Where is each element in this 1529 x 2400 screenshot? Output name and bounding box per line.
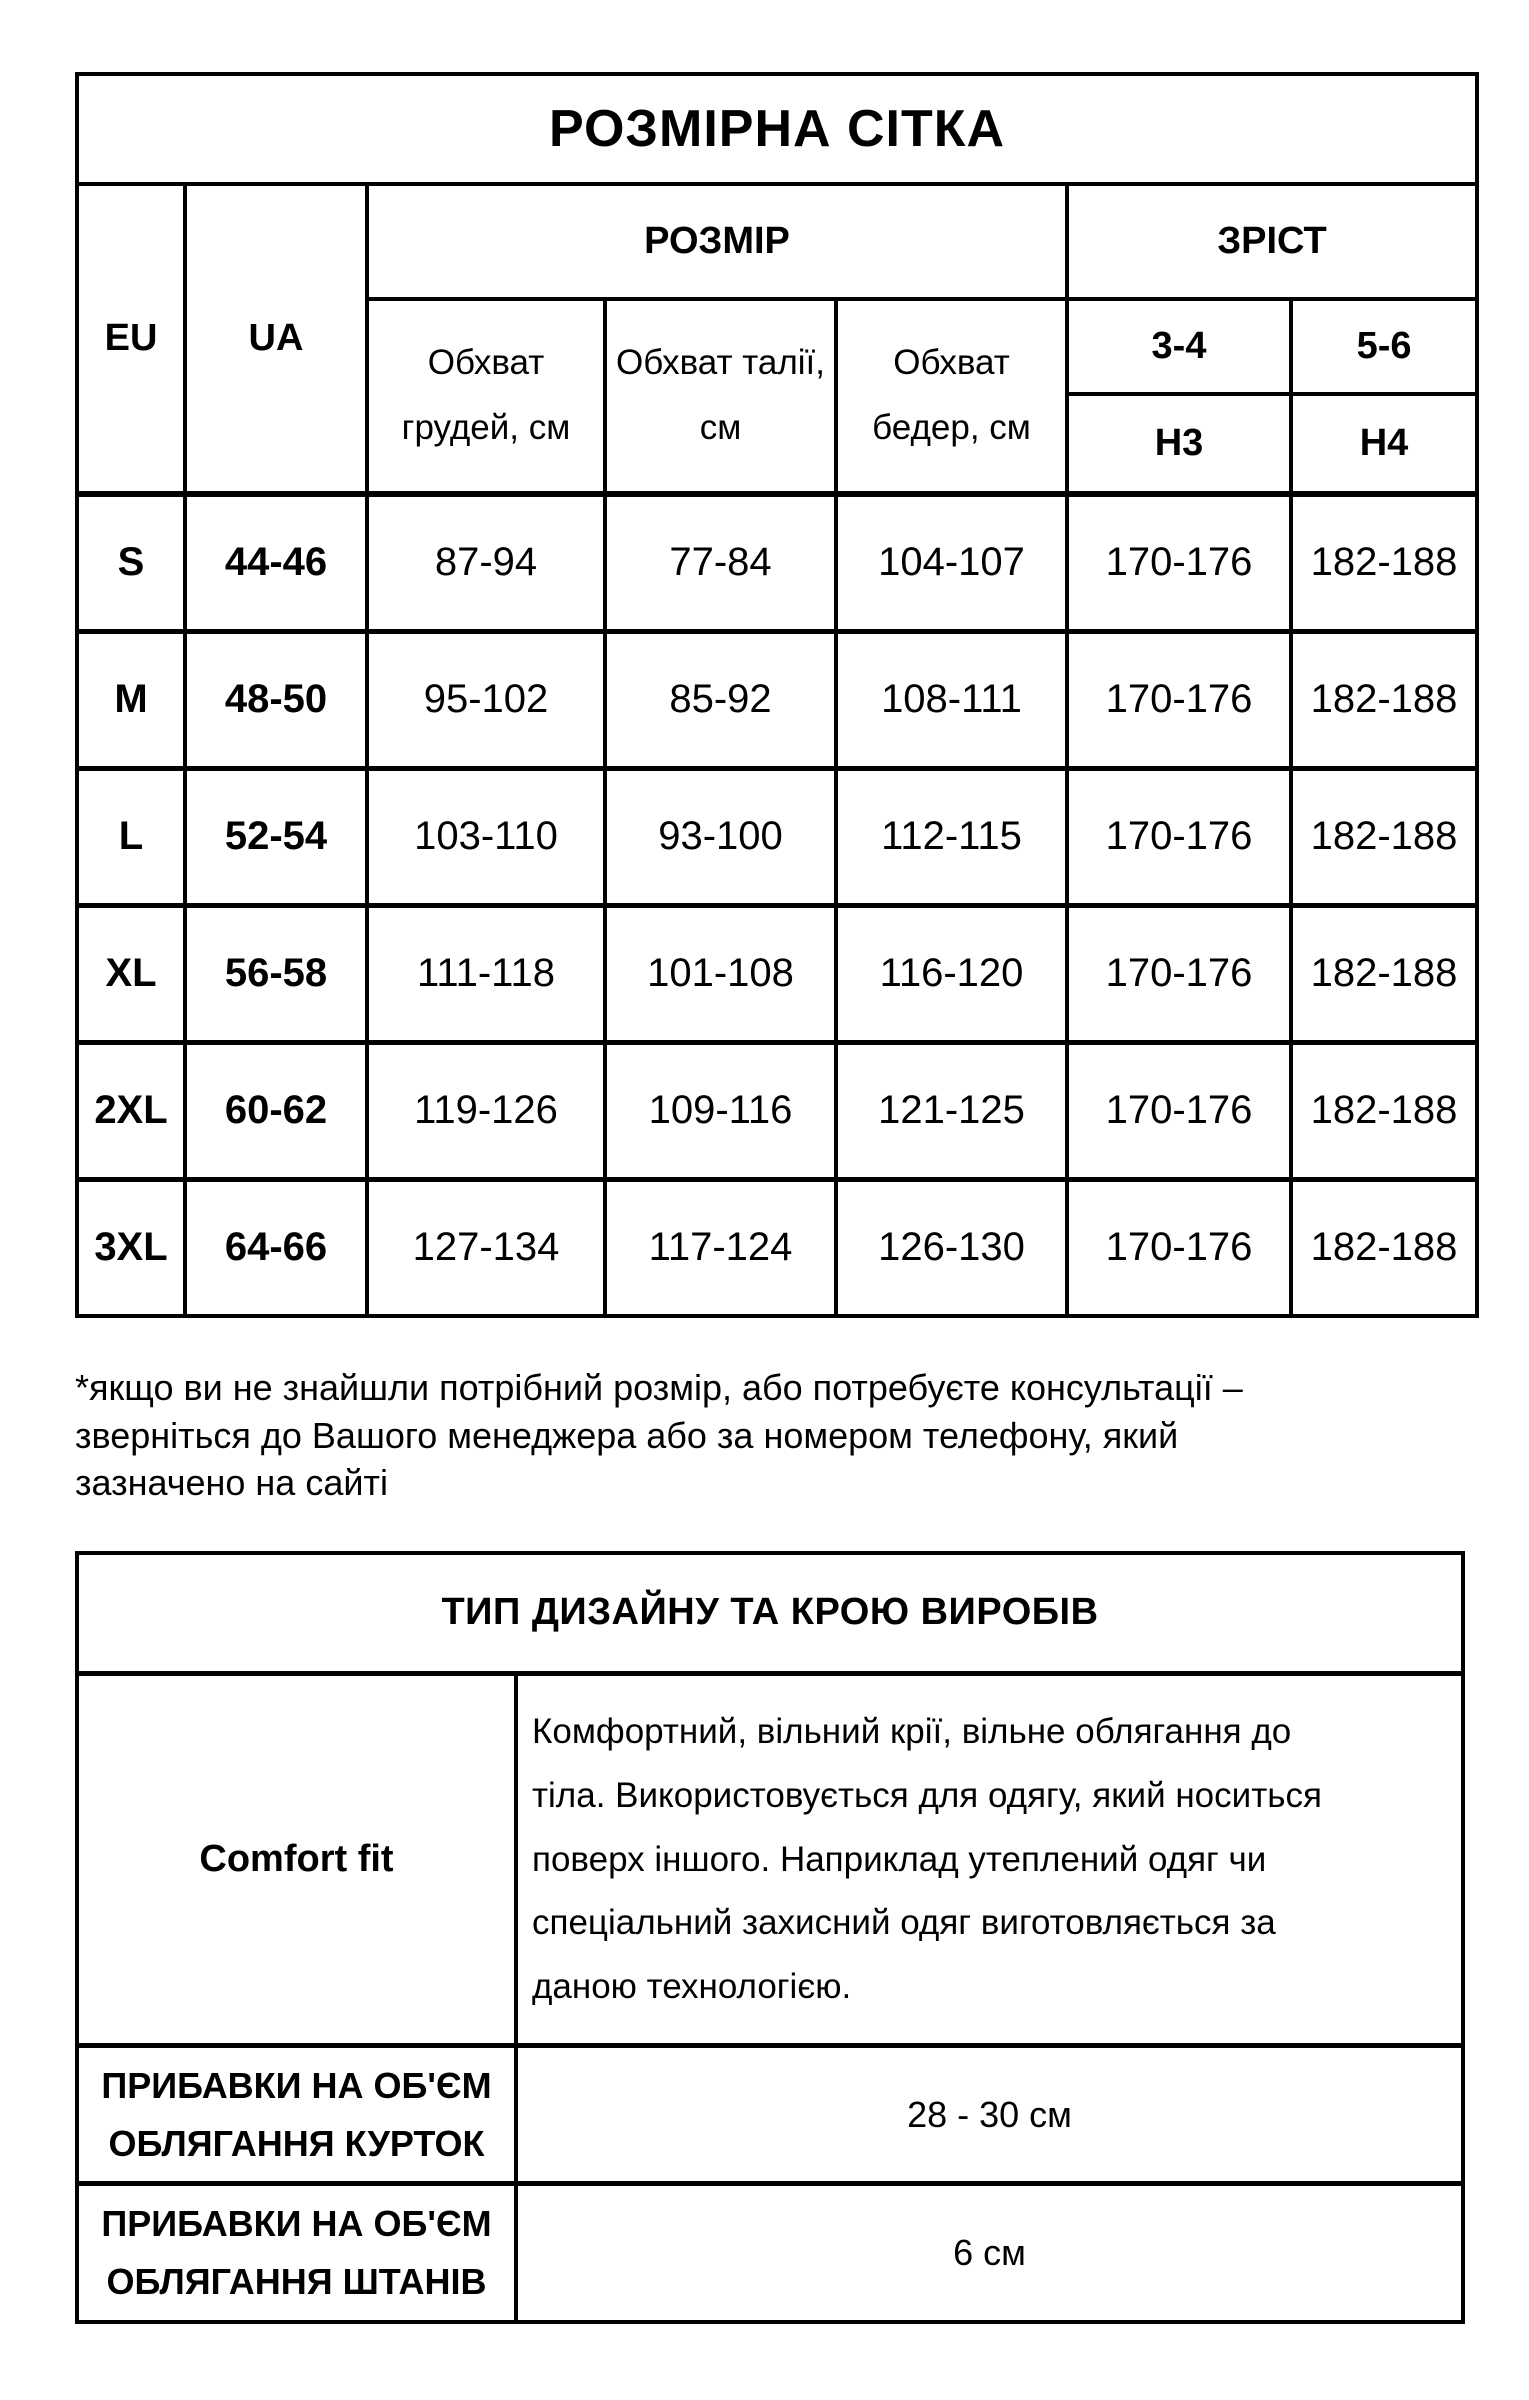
jacket-allowance-value-cell: 28 - 30 см — [516, 2046, 1463, 2184]
height-h3-cell: 170-176 — [1067, 905, 1291, 1042]
height-code-h3-cell: Н3 — [1067, 394, 1291, 494]
chest-range-cell: 87-94 — [367, 494, 605, 631]
fit-table-title-row — [77, 1553, 1463, 1674]
hips-range-cell: 108-111 — [836, 631, 1067, 768]
ua-size-cell: 56-58 — [185, 905, 367, 1042]
hips-range-cell: 121-125 — [836, 1042, 1067, 1179]
waist-range-cell: 117-124 — [605, 1179, 836, 1316]
height-h4-cell: 182-188 — [1291, 1042, 1477, 1179]
hips-header-cell: Обхват бедер, см — [836, 299, 1067, 494]
comfort-fit-description-cell — [516, 1674, 1463, 2046]
height-h3-cell: 170-176 — [1067, 1179, 1291, 1316]
size-table-title-row — [77, 74, 1477, 184]
fit-type-table — [75, 1551, 1465, 2324]
height-h3-cell: 170-176 — [1067, 494, 1291, 631]
comfort-fit-description-line: Комфортний, вільний крії, вільне облягання до — [532, 1712, 1292, 1752]
comfort-fit-row — [77, 1674, 1463, 2046]
chest-range-cell: 111-118 — [367, 905, 605, 1042]
size-group-header: РОЗМІР — [367, 184, 1067, 299]
size-chart-table — [75, 72, 1479, 1318]
size-table-title: РОЗМІРНА СІТКА — [77, 74, 1477, 184]
hips-range-cell: 126-130 — [836, 1179, 1067, 1316]
ua-header-cell: UA — [185, 184, 367, 494]
height-h4-cell: 182-188 — [1291, 494, 1477, 631]
waist-range-cell: 85-92 — [605, 631, 836, 768]
chest-range-cell: 95-102 — [367, 631, 605, 768]
ua-size-cell: 52-54 — [185, 768, 367, 905]
eu-header-cell: EU — [77, 184, 185, 494]
waist-range-cell: 77-84 — [605, 494, 836, 631]
comfort-fit-description-line: тіла. Використовується для одягу, який носиться — [532, 1776, 1322, 1816]
chest-range-cell: 127-134 — [367, 1179, 605, 1316]
waist-header-cell: Обхват талії, см — [605, 299, 836, 494]
age-range-5-6-cell: 5-6 — [1291, 299, 1477, 394]
pants-allowance-row — [77, 2184, 1463, 2322]
height-h4-cell: 182-188 — [1291, 1179, 1477, 1316]
chest-range-cell: 119-126 — [367, 1042, 605, 1179]
waist-range-cell: 101-108 — [605, 905, 836, 1042]
height-h3-cell: 170-176 — [1067, 768, 1291, 905]
ua-size-cell: 64-66 — [185, 1179, 367, 1316]
jacket-allowance-row — [77, 2046, 1463, 2184]
eu-size-cell: S — [77, 494, 185, 631]
hips-range-cell: 112-115 — [836, 768, 1067, 905]
size-table-group-header-row — [77, 184, 1477, 299]
hips-range-cell: 104-107 — [836, 494, 1067, 631]
chest-header-cell: Обхват грудей, см — [367, 299, 605, 494]
eu-size-cell: 2XL — [77, 1042, 185, 1179]
comfort-fit-description-line: спеціальний захисний одяг виготовляється за — [532, 1903, 1276, 1943]
eu-size-cell: 3XL — [77, 1179, 185, 1316]
ua-size-cell: 44-46 — [185, 494, 367, 631]
ua-size-cell: 60-62 — [185, 1042, 367, 1179]
eu-size-cell: XL — [77, 905, 185, 1042]
waist-range-cell: 93-100 — [605, 768, 836, 905]
size-row-xl — [77, 905, 1477, 1042]
size-note-line: зверніться до Вашого менеджера або за номером телефону, який — [75, 1414, 1179, 1456]
size-note-line: зазначено на сайті — [75, 1462, 388, 1504]
jacket-allowance-label-cell: ПРИБАВКИ НА ОБ'ЄМ ОБЛЯГАННЯ КУРТОК — [77, 2046, 516, 2184]
fit-table-title: ТИП ДИЗАЙНУ ТА КРОЮ ВИРОБІВ — [77, 1553, 1463, 1674]
height-h4-cell: 182-188 — [1291, 631, 1477, 768]
size-note — [75, 1364, 1375, 1507]
ua-size-cell: 48-50 — [185, 631, 367, 768]
chest-range-cell: 103-110 — [367, 768, 605, 905]
height-group-header: ЗРІСТ — [1067, 184, 1477, 299]
comfort-fit-description-line: поверх іншого. Наприклад утеплений одяг чи — [532, 1839, 1267, 1879]
height-h3-cell: 170-176 — [1067, 1042, 1291, 1179]
eu-size-cell: M — [77, 631, 185, 768]
size-row-s — [77, 494, 1477, 631]
height-code-h4-cell: Н4 — [1291, 394, 1477, 494]
hips-range-cell: 116-120 — [836, 905, 1067, 1042]
size-row-m — [77, 631, 1477, 768]
age-range-3-4-cell: 3-4 — [1067, 299, 1291, 394]
size-row-3xl — [77, 1179, 1477, 1316]
waist-range-cell: 109-116 — [605, 1042, 836, 1179]
size-note-line: *якщо ви не знайшли потрібний розмір, або потребуєте консультації – — [75, 1367, 1243, 1408]
comfort-fit-label-cell: Comfort fit — [77, 1674, 516, 2046]
height-h4-cell: 182-188 — [1291, 905, 1477, 1042]
size-row-l — [77, 768, 1477, 905]
height-h4-cell: 182-188 — [1291, 768, 1477, 905]
eu-size-cell: L — [77, 768, 185, 905]
pants-allowance-value-cell: 6 см — [516, 2184, 1463, 2322]
size-row-2xl — [77, 1042, 1477, 1179]
height-h3-cell: 170-176 — [1067, 631, 1291, 768]
comfort-fit-description-line: даною технологією. — [532, 1967, 852, 2007]
pants-allowance-label-cell: ПРИБАВКИ НА ОБ'ЄМ ОБЛЯГАННЯ ШТАНІВ — [77, 2184, 516, 2322]
